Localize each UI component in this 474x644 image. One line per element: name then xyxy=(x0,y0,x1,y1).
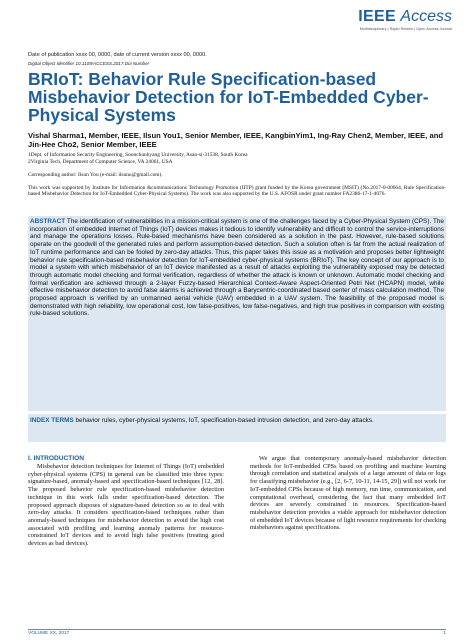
publication-date-line: Date of publication xxxx 00, 0000, date of current version xxxx 00, 0000. xyxy=(28,52,207,58)
index-terms xyxy=(30,417,444,425)
paper-title: BRIoT: Behavior Rule Specification-based Misbehavior Detection for IoT-Embedded Cyber-Physical Systems xyxy=(28,69,429,125)
introduction-left-column: Misbehavior detection techniques for Internet of Things (IoT) embedded cyber-physical systems (CPS) in general can be classified into three types: signature-based, anomaly-based and specification-based techniques [12, 28]. The proposed behavior rule specification-based misbehavior detection technique in this work falls under specification-based detection. The proposed approach disposes of signature-based detection so as to deal with zero-day attacks. It considers specification-based techniques rather than anomaly-based techniques for misbehavior detection to avoid the high cost associated with profiling and learning anomaly patterns for resource-constrained IoT devices and to avoid high false positives (treating good devices as bad devices). xyxy=(28,463,224,548)
footer-rule xyxy=(28,629,446,630)
index-terms-body: behavior rules, cyber-physical systems, IoT, specification-based intrusion detection, and zero-day attacks. xyxy=(73,417,374,424)
affiliation-1: 1Dept. of Information Security Engineering, Soonchunhyang University, Asan-si-31538, South Korea xyxy=(28,152,248,158)
logo-tagline: Multidisciplinary | Rapid Review | Open Access Journal xyxy=(359,27,452,31)
introduction-heading: I. INTRODUCTION xyxy=(28,455,85,462)
author-list: Vishal Sharma1, Member, IEEE, Ilsun You1, Senior Member, IEEE, KangbinYim1, Ing-Ray Chen2, Member, IEEE, and Jin-Hee Cho2, Senior Member, IEEE xyxy=(28,131,443,149)
footer-page-number: 1 xyxy=(443,631,446,636)
introduction-right-column: We argue that contemporary anomaly-based misbehavior detection methods for IoT-embedded CPSs based on profiling and machine learning through correlation and statistical analysis of a large amount of data or logs for classifying misbehavior (e.g., [2, 6-7, 10-11, 14-15, 29]) will not work for IoT-embedded CPSs because of high memory, run time, communication, and computational overhead, considering the fact that many embedded IoT devices are severely constrained in resources. Specification-based misbehavior detection provides a viable approach for misbehavior detection of embedded IoT devices because of light resource requirements for checking misbehaviors against specifications. xyxy=(250,455,446,532)
affiliation-2: 2Virginia Tech, Department of Computer Science, VA 24061, USA xyxy=(28,159,173,165)
abstract-body: The identification of vulnerabilities in a mission-critical system is one of the challenges faced by a Cyber-Physical System (CPS). The incorporation of embedded Internet of Things (IoT) devices makes it tedious to identify vulnerability and difficult to control the service-interruptions and manage the operations losses. Rule-based mechanisms have been considered as a solution in the past. However, rule-based solutions operate on the goodwill of the generated rules and perform assumption-based detection. Such a solution often is far from the actual realization of IoT runtime performance and can be fooled by zero-day attacks. Thus, this paper takes this issue as a motivation and proposes better lightweight behavior rule specification-based misbehavior detection for IoT-embedded cyber-physical systems (BRIoT). The key concept of our approach is to model a system with which misbehavior of an IoT device manifested as a result of attacks exploiting the vulnerability exposed may be detected through automatic model checking and formal verification, regardless of whether the attack is known or unknown. Automatic model checking and formal verification are achieved through a 2-layer Fuzzy-based Hierarchical Context-Aware Aspect-Oriented Petri Net (HCAPN) model, while effective misbehavior detection to avoid false alarms is achieved through a Barycentric-coordinated based center of mass calculation method. The proposed approach is verified by an unmanned aerial vehicle (UAV) embedded in a UAV system. The feasibility of the proposed model is demonstrated with high reliability, low operational cost, low false-positives, low false-negatives, and high true positives in comparison with existing rule-based solutions. xyxy=(30,218,444,318)
abstract-heading: ABSTRACT xyxy=(30,218,66,225)
footer-volume: VOLUME XX, 2017 xyxy=(28,631,70,636)
ieee-access-logo: IEEE Access Multidisciplinary | Rapid Review | Open Access Journal xyxy=(358,8,452,31)
index-terms-heading: INDEX TERMS xyxy=(30,417,74,424)
funding-statement: This work was supported by Institute for Information &communications Technology Promotion (IITP) grant funded by the Korea government (MSIT) (No.2017-0-00664, Rule Specification-based Misbehavior Detection for IoT-Embedded Cyber-Physical Systems). The work was also supported by the U.S. AFOSR under grant number FA2386-17-1-4076. xyxy=(28,185,446,198)
corresponding-author: Corresponding author: Ilsun You (e-mail: ilsunu@gmail.com). xyxy=(28,172,163,178)
doi-line: Digital Object Identifier 10.1109/ACCESS.2017.Doi Number xyxy=(28,61,150,66)
abstract xyxy=(30,218,444,318)
